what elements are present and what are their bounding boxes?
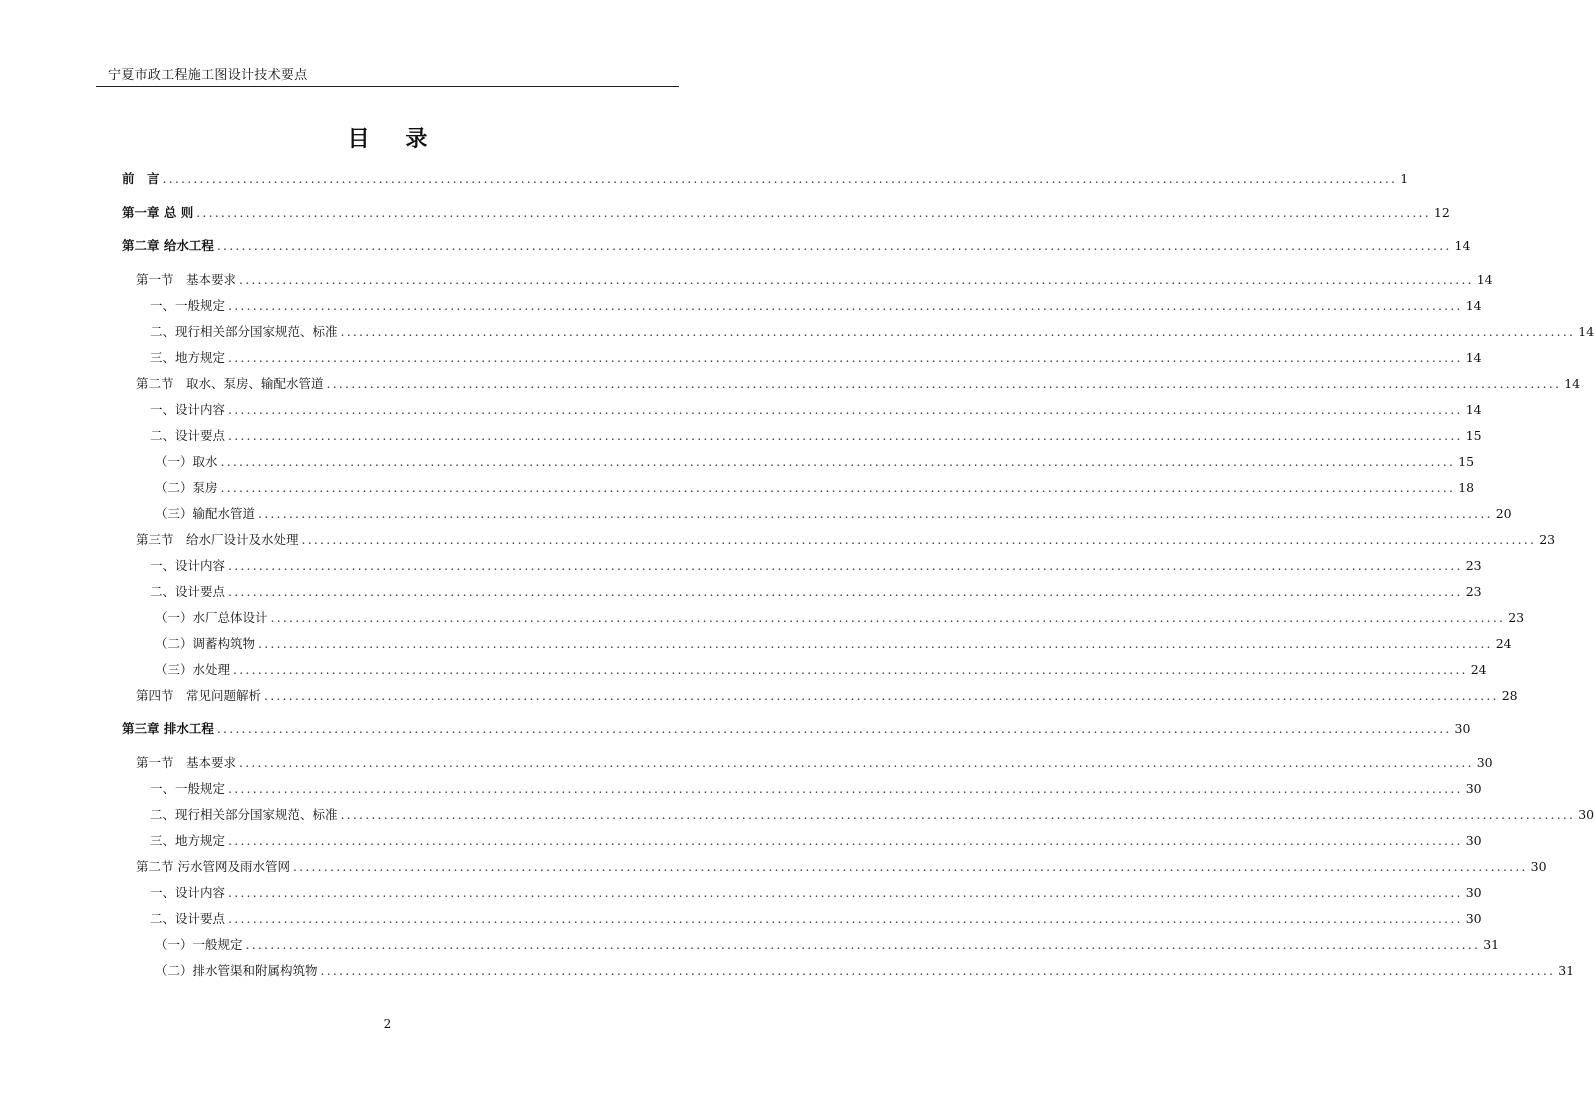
toc-entry-page: 31 — [1483, 936, 1500, 952]
toc-entry-label: （一）水厂总体设计 — [155, 609, 268, 625]
toc-entry-page: 15 — [1458, 453, 1475, 469]
toc-entry[interactable] — [122, 400, 1482, 420]
toc-leader-dots: ........................................................................................................................................................................................................ — [228, 297, 1463, 313]
toc-entry[interactable] — [122, 530, 1556, 550]
toc-entry[interactable] — [122, 426, 1482, 446]
toc-entry-label: 二、设计要点 — [150, 910, 226, 926]
toc-entry-page: 23 — [1539, 531, 1556, 547]
toc-entry[interactable] — [122, 719, 1471, 739]
toc-entry-label: 第二节 取水、泵房、输配水管道 — [136, 375, 324, 391]
toc-entry-label: 一、一般规定 — [150, 780, 226, 796]
toc-entry-page: 28 — [1501, 687, 1518, 703]
toc-leader-dots: ........................................................................................................................................................................................................ — [228, 557, 1463, 573]
toc-leader-dots: ........................................................................................................................................................................................................ — [196, 204, 1431, 220]
toc-leader-dots: ........................................................................................................................................................................................................ — [245, 936, 1481, 952]
toc-entry-label: 第四节 常见问题解析 — [136, 687, 262, 703]
toc-leader-dots: ........................................................................................................................................................................................................ — [228, 349, 1463, 365]
toc-entry[interactable] — [122, 753, 1493, 773]
toc-entry-label: 二、设计要点 — [150, 427, 226, 443]
toc-leader-dots: ........................................................................................................................................................................................................ — [228, 884, 1463, 900]
toc-entry-page: 30 — [1530, 858, 1547, 874]
toc-entry[interactable] — [122, 270, 1493, 290]
toc-entry-label: （三）水处理 — [155, 661, 231, 677]
toc-entry[interactable] — [122, 348, 1482, 368]
toc-entry-page: 12 — [1433, 204, 1450, 220]
toc-entry-label: 前 言 — [122, 171, 160, 186]
toc-entry-page: 15 — [1465, 427, 1482, 443]
toc-entry-page: 14 — [1578, 323, 1594, 339]
toc-entry-label: （一）一般规定 — [155, 936, 243, 952]
toc-entry-label: 一、设计内容 — [150, 884, 226, 900]
toc-entry-label: 第三章 排水工程 — [122, 721, 214, 736]
toc-entry[interactable] — [122, 322, 1594, 342]
toc-entry[interactable] — [122, 857, 1547, 877]
toc-entry-page: 1 — [1400, 171, 1409, 186]
toc-leader-dots: ........................................................................................................................................................................................................ — [220, 453, 1456, 469]
toc-entry[interactable] — [122, 686, 1518, 706]
toc-entry[interactable] — [122, 236, 1471, 256]
toc-leader-dots: ........................................................................................................................................................................................................ — [292, 858, 1528, 874]
toc-entry-page: 20 — [1495, 505, 1512, 521]
toc-leader-dots: ........................................................................................................................................................................................................ — [233, 661, 1468, 677]
toc-entry[interactable] — [122, 478, 1475, 498]
toc-leader-dots: ........................................................................................................................................................................................................ — [228, 427, 1463, 443]
toc-entry-label: 一、一般规定 — [150, 297, 226, 313]
toc-entry-page: 31 — [1558, 962, 1575, 978]
toc-entry[interactable] — [122, 504, 1512, 524]
toc-entry[interactable] — [122, 582, 1482, 602]
toc-leader-dots: ........................................................................................................................................................................................................ — [228, 780, 1463, 796]
toc-leader-dots: ........................................................................................................................................................................................................ — [340, 806, 1576, 822]
toc-entry-label: 第二章 给水工程 — [122, 238, 214, 253]
toc-entry-page: 30 — [1476, 754, 1493, 770]
header-divider — [96, 86, 679, 87]
toc-entry-page: 24 — [1495, 635, 1512, 651]
toc-entry-label: 二、设计要点 — [150, 583, 226, 599]
toc-entry-label: （三）输配水管道 — [155, 505, 256, 521]
toc-entry-label: （二）调蓄构筑物 — [155, 635, 256, 651]
toc-entry-label: 二、现行相关部分国家规范、标准 — [150, 323, 338, 339]
toc-entry-page: 30 — [1578, 806, 1594, 822]
toc-title: 目 录 — [347, 126, 442, 152]
toc-leader-dots: ........................................................................................................................................................................................................ — [216, 238, 1452, 253]
toc-leader-dots: ........................................................................................................................................................................................................ — [228, 832, 1463, 848]
toc-entry-label: 第二节 污水管网及雨水管网 — [136, 858, 290, 874]
toc-entry-page: 30 — [1465, 910, 1482, 926]
toc-entry-page: 24 — [1470, 661, 1487, 677]
toc-entry[interactable] — [122, 935, 1500, 955]
toc-entry-page: 14 — [1454, 238, 1471, 253]
toc-entry[interactable] — [122, 779, 1482, 799]
toc-entry-page: 23 — [1465, 557, 1482, 573]
toc-entry-page: 23 — [1508, 609, 1525, 625]
toc-entry-page: 30 — [1465, 780, 1482, 796]
toc-entry[interactable] — [122, 909, 1482, 929]
toc-leader-dots: ........................................................................................................................................................................................................ — [301, 531, 1537, 547]
toc-entry-page: 30 — [1465, 884, 1482, 900]
toc-entry-label: 第一节 基本要求 — [136, 271, 237, 287]
toc-entry[interactable] — [122, 883, 1482, 903]
toc-entry[interactable] — [122, 961, 1575, 981]
toc-entry-label: 二、现行相关部分国家规范、标准 — [150, 806, 338, 822]
toc-entry-page: 14 — [1476, 271, 1493, 287]
toc-entry-label: 第三节 给水厂设计及水处理 — [136, 531, 299, 547]
toc-entry[interactable] — [122, 169, 1409, 189]
toc-entry[interactable] — [122, 374, 1581, 394]
toc-entry-page: 14 — [1465, 297, 1482, 313]
toc-leader-dots: ........................................................................................................................................................................................................ — [228, 583, 1463, 599]
toc-leader-dots: ........................................................................................................................................................................................................ — [228, 910, 1463, 926]
toc-leader-dots: ........................................................................................................................................................................................................ — [320, 962, 1556, 978]
toc-leader-dots: ........................................................................................................................................................................................................ — [264, 687, 1499, 703]
toc-entry-page: 14 — [1564, 375, 1581, 391]
toc-leader-dots: ........................................................................................................................................................................................................ — [239, 271, 1474, 287]
running-header: 宁夏市政工程施工图设计技术要点 — [108, 68, 308, 83]
toc-leader-dots: ........................................................................................................................................................................................................ — [162, 171, 1398, 186]
toc-entry-label: 第一节 基本要求 — [136, 754, 237, 770]
toc-entry-page: 14 — [1465, 349, 1482, 365]
toc-entry-label: （一）取水 — [155, 453, 218, 469]
toc-entry[interactable] — [122, 608, 1525, 628]
toc-entry[interactable] — [122, 831, 1482, 851]
toc-entry[interactable] — [122, 634, 1512, 654]
toc-entry[interactable] — [122, 660, 1487, 680]
toc-entry[interactable] — [122, 556, 1482, 576]
toc-entry-label: 第一章 总 则 — [122, 204, 194, 220]
toc-leader-dots: ........................................................................................................................................................................................................ — [258, 635, 1493, 651]
toc-entry-label: 三、地方规定 — [150, 832, 226, 848]
toc-leader-dots: ........................................................................................................................................................................................................ — [216, 721, 1452, 736]
toc-leader-dots: ........................................................................................................................................................................................................ — [220, 479, 1456, 495]
toc-entry-page: 30 — [1454, 721, 1471, 736]
toc-entry[interactable] — [122, 805, 1594, 825]
toc-entry-page: 30 — [1465, 832, 1482, 848]
toc-entry[interactable] — [122, 452, 1475, 472]
toc-entry[interactable] — [122, 203, 1450, 223]
page-number: 2 — [383, 1017, 392, 1031]
toc-entry-label: 一、设计内容 — [150, 557, 226, 573]
toc-leader-dots: ........................................................................................................................................................................................................ — [258, 505, 1493, 521]
toc-entry-label: 三、地方规定 — [150, 349, 226, 365]
toc-entry-label: （二）排水管渠和附属构筑物 — [155, 962, 318, 978]
toc-leader-dots: ........................................................................................................................................................................................................ — [270, 609, 1506, 625]
toc-entry-label: （二）泵房 — [155, 479, 218, 495]
toc-leader-dots: ........................................................................................................................................................................................................ — [340, 323, 1576, 339]
toc-leader-dots: ........................................................................................................................................................................................................ — [228, 401, 1463, 417]
toc-leader-dots: ........................................................................................................................................................................................................ — [239, 754, 1474, 770]
toc-entry-page: 14 — [1465, 401, 1482, 417]
toc-entry-label: 一、设计内容 — [150, 401, 226, 417]
toc-entry[interactable] — [122, 296, 1482, 316]
toc-entry-page: 23 — [1465, 583, 1482, 599]
toc-entry-page: 18 — [1458, 479, 1475, 495]
toc-leader-dots: ........................................................................................................................................................................................................ — [326, 375, 1562, 391]
